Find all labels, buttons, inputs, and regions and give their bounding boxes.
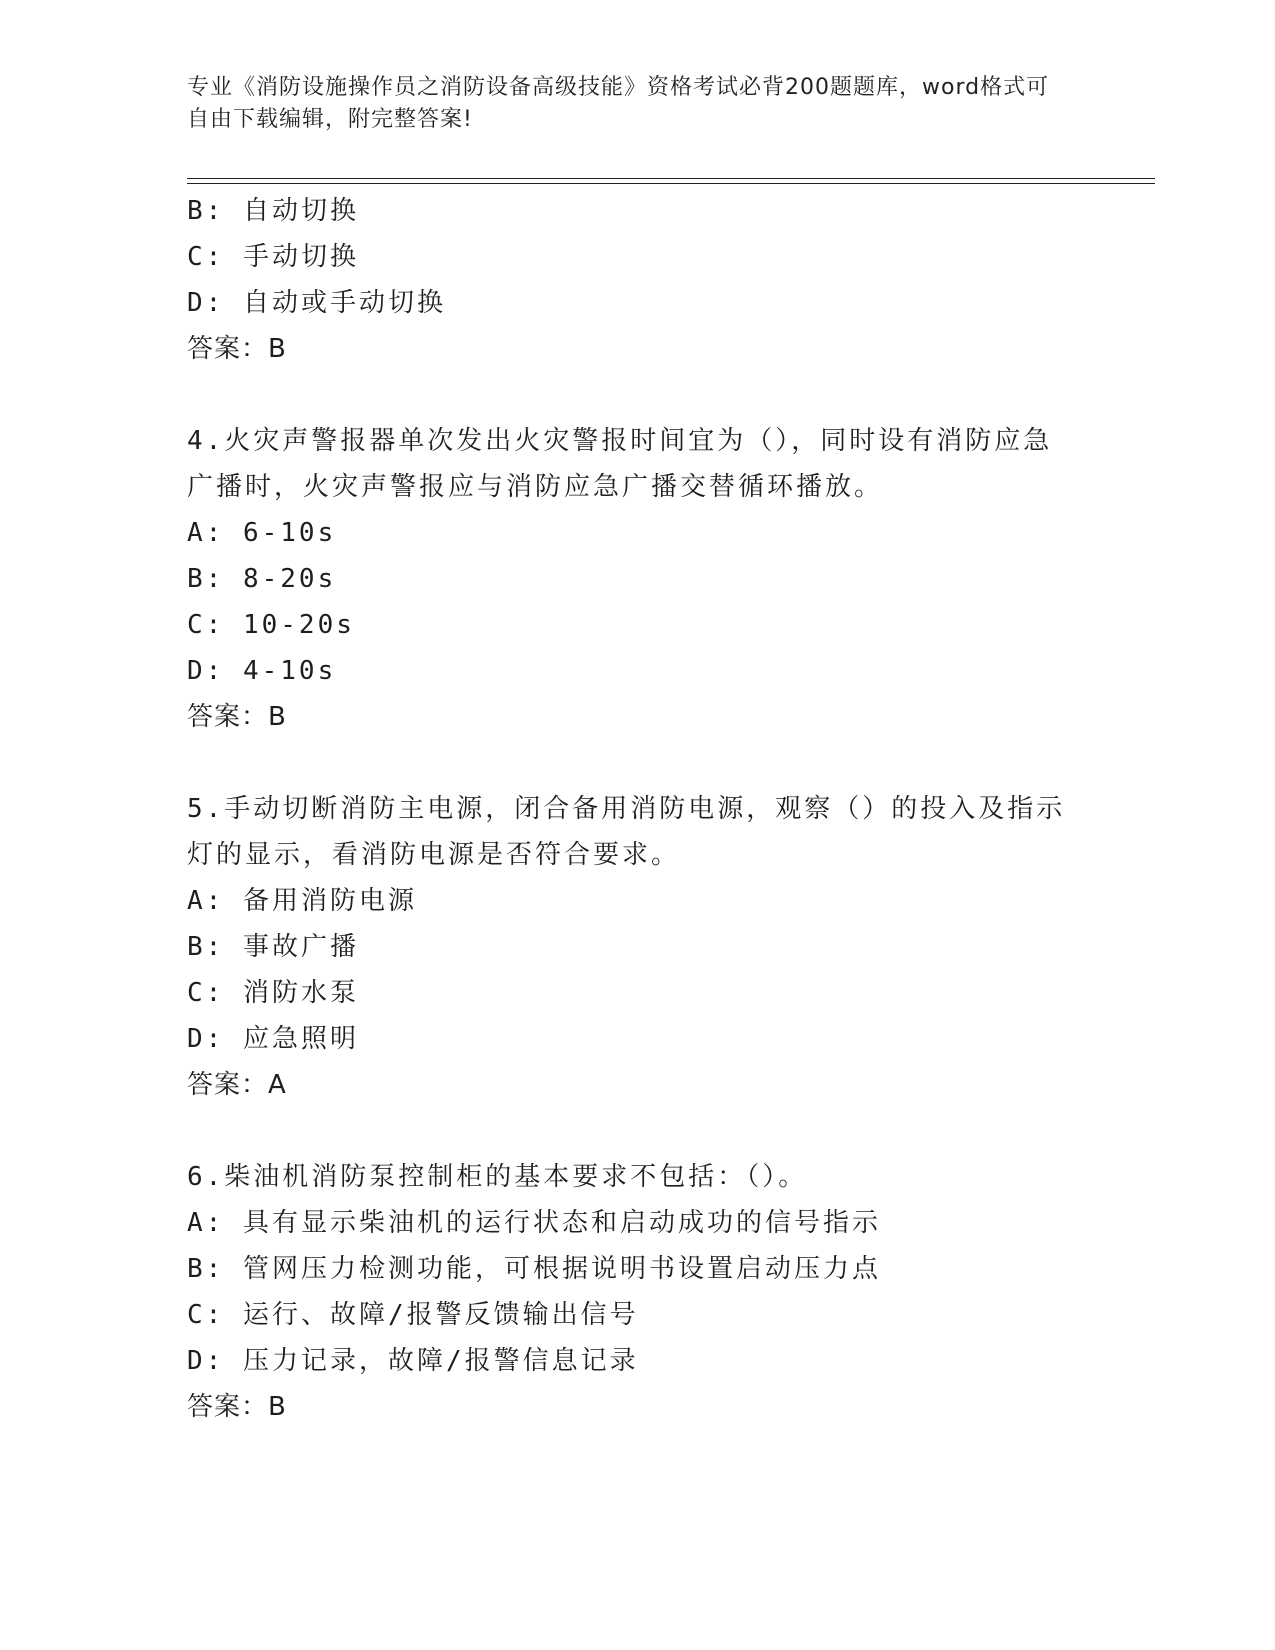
- answer-line: 答案：B: [187, 1392, 287, 1422]
- option-text: 4-10s: [242, 656, 337, 686]
- spacer: [187, 740, 1087, 786]
- option-d: [187, 648, 1087, 694]
- option-b: [187, 188, 1087, 234]
- option-label: D: [187, 1024, 206, 1054]
- option-text: 消防水泵: [242, 978, 359, 1008]
- option-text: 8-20s: [242, 564, 337, 594]
- question-4: [187, 418, 1087, 740]
- option-text: 手动切换: [242, 242, 359, 272]
- option-b: [187, 1246, 1087, 1292]
- option-label: A: [187, 1208, 206, 1238]
- option-label: B: [187, 1254, 206, 1284]
- option-label: B: [187, 932, 206, 962]
- question-text: 6.柴油机消防泵控制柜的基本要求不包括：（）。: [187, 1162, 808, 1192]
- option-separator: :: [205, 242, 243, 272]
- option-d: [187, 1016, 1087, 1062]
- question-6: [187, 1154, 1087, 1430]
- answer-line: 答案：B: [187, 334, 287, 364]
- option-separator: :: [205, 886, 243, 916]
- document-header: 专业《消防设施操作员之消防设备高级技能》资格考试必背200题题库，word格式可自由下载编辑，附完整答案!: [187, 75, 1050, 132]
- question-content: [187, 188, 1087, 1430]
- option-text: 自动切换: [242, 196, 359, 226]
- option-separator: :: [205, 1254, 243, 1284]
- option-label: C: [187, 1300, 206, 1330]
- option-separator: :: [205, 1024, 243, 1054]
- question-text: 5.手动切断消防主电源，闭合备用消防电源，观察（）的投入及指示灯的显示，看消防电源是否符合要求。: [187, 794, 1066, 870]
- option-c: [187, 1292, 1087, 1338]
- option-text: 应急照明: [242, 1024, 359, 1054]
- question-5: [187, 786, 1087, 1108]
- question-text: 4.火灾声警报器单次发出火灾警报时间宜为（），同时设有消防应急广播时，火灾声警报应与消防应急广播交替循环播放。: [187, 426, 1053, 502]
- option-a: [187, 878, 1087, 924]
- option-text: 具有显示柴油机的运行状态和启动成功的信号指示: [242, 1208, 881, 1238]
- option-label: B: [187, 196, 206, 226]
- option-label: C: [187, 610, 206, 640]
- option-separator: :: [205, 978, 243, 1008]
- option-text: 压力记录，故障/报警信息记录: [242, 1346, 639, 1376]
- option-d: [187, 1338, 1087, 1384]
- option-separator: :: [205, 656, 243, 686]
- option-label: D: [187, 288, 206, 318]
- option-d: [187, 280, 1087, 326]
- option-text: 事故广播: [242, 932, 359, 962]
- option-separator: :: [205, 1208, 243, 1238]
- spacer: [187, 372, 1087, 418]
- option-separator: :: [205, 196, 243, 226]
- option-label: C: [187, 978, 206, 1008]
- option-label: D: [187, 656, 206, 686]
- option-text: 备用消防电源: [242, 886, 417, 916]
- option-separator: :: [205, 564, 243, 594]
- option-text: 自动或手动切换: [242, 288, 446, 318]
- option-b: [187, 924, 1087, 970]
- option-text: 10-20s: [242, 610, 355, 640]
- option-label: A: [187, 886, 206, 916]
- header-rule-top: [187, 178, 1155, 179]
- option-label: A: [187, 518, 206, 548]
- option-text: 管网压力检测功能，可根据说明书设置启动压力点: [242, 1254, 881, 1284]
- option-separator: :: [205, 518, 243, 548]
- answer-line: 答案：B: [187, 702, 287, 732]
- continued-question: [187, 188, 1087, 372]
- option-separator: :: [205, 1346, 243, 1376]
- option-label: C: [187, 242, 206, 272]
- spacer: [187, 1108, 1087, 1154]
- option-a: [187, 1200, 1087, 1246]
- option-separator: :: [205, 288, 243, 318]
- option-c: [187, 234, 1087, 280]
- option-label: D: [187, 1346, 206, 1376]
- option-label: B: [187, 564, 206, 594]
- option-text: 6-10s: [242, 518, 337, 548]
- answer-line: 答案：A: [187, 1070, 287, 1100]
- header-rule-bottom: [187, 183, 1155, 184]
- option-a: [187, 510, 1087, 556]
- option-separator: :: [205, 932, 243, 962]
- option-separator: :: [205, 1300, 243, 1330]
- option-separator: :: [205, 610, 243, 640]
- option-c: [187, 970, 1087, 1016]
- option-b: [187, 556, 1087, 602]
- option-text: 运行、故障/报警反馈输出信号: [242, 1300, 639, 1330]
- option-c: [187, 602, 1087, 648]
